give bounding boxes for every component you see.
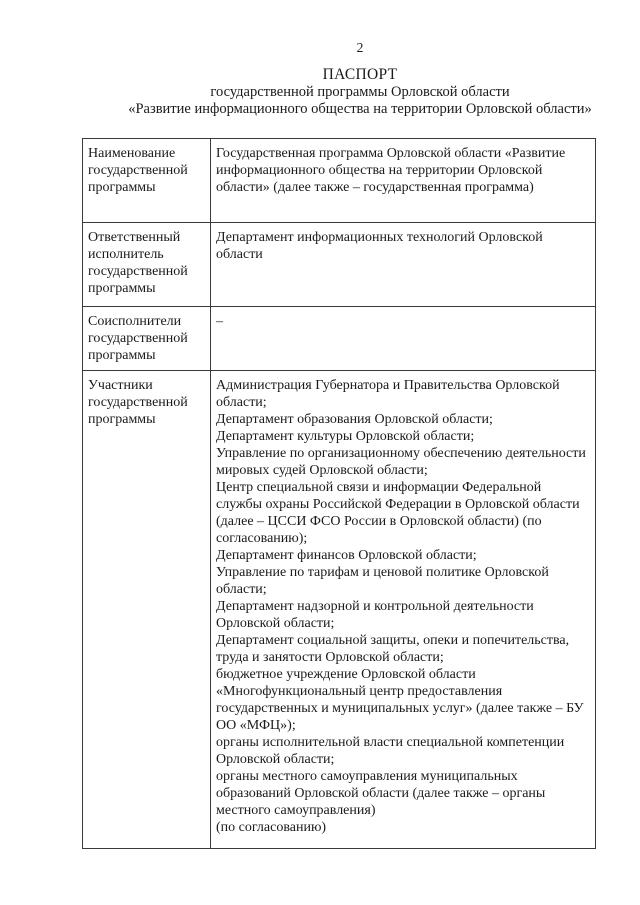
row-value-responsible-executor: Департамент информационных технологий Орловской области (211, 223, 596, 307)
participant-item: Управление по организационному обеспечению деятельности мировых судей Орловской области; (216, 446, 586, 478)
row-value-co-executors: – (211, 307, 596, 371)
row-value-participants-list (211, 371, 596, 849)
table-row (83, 307, 596, 371)
participant-item: Департамент культуры Орловской области; (216, 429, 475, 444)
participant-item: Центр специальной связи и информации Федеральной службы охраны Российской Федерации в Орловской области (далее – ЦССИ ФСО России в Орловской области) (по согласованию); (216, 480, 580, 546)
document-subtitle-name: «Развитие информационного общества на территории Орловской области» (128, 101, 592, 117)
row-label-co-executors: Соисполнители государственной программы (83, 307, 211, 371)
participant-item: бюджетное учреждение Орловской области «Многофункциональный центр предоставления государственных и муниципальных услуг» (далее также – БУ ОО «МФЦ»); (216, 667, 584, 733)
participant-item: Департамент надзорной и контрольной деятельности Орловской области; (216, 599, 534, 631)
page-number: 2 (356, 40, 364, 55)
passport-table (82, 138, 596, 849)
document-title-block (40, 66, 640, 118)
row-value-program-name: Государственная программа Орловской области «Развитие информационного общества на территории Орловской области» (далее также – государственная программа) (211, 139, 596, 223)
participant-item: Департамент образования Орловской области; (216, 412, 493, 427)
participant-item: органы исполнительной власти специальной компетенции Орловской области; (216, 735, 565, 767)
table-row (83, 139, 596, 223)
participant-item: Департамент финансов Орловской области; (216, 548, 477, 563)
document-title: ПАСПОРТ (322, 66, 398, 83)
table-row (83, 371, 596, 849)
table-row (83, 223, 596, 307)
row-label-program-name: Наименование государственной программы (83, 139, 211, 223)
participant-item: органы местного самоуправления муниципальных образований Орловской области (далее также – органы местного самоуправления) (216, 769, 546, 818)
document-subtitle-program: государственной программы Орловской области (210, 84, 510, 100)
row-label-participants: Участники государственной программы (83, 371, 211, 849)
participant-item: (по согласованию) (216, 820, 327, 835)
row-label-responsible-executor: Ответственный исполнитель государственной программы (83, 223, 211, 307)
participant-item: Администрация Губернатора и Правительства Орловской области; (216, 378, 560, 410)
participant-item: Управление по тарифам и ценовой политике Орловской области; (216, 565, 549, 597)
participant-item: Департамент социальной защиты, опеки и попечительства, труда и занятости Орловской области; (216, 633, 570, 665)
